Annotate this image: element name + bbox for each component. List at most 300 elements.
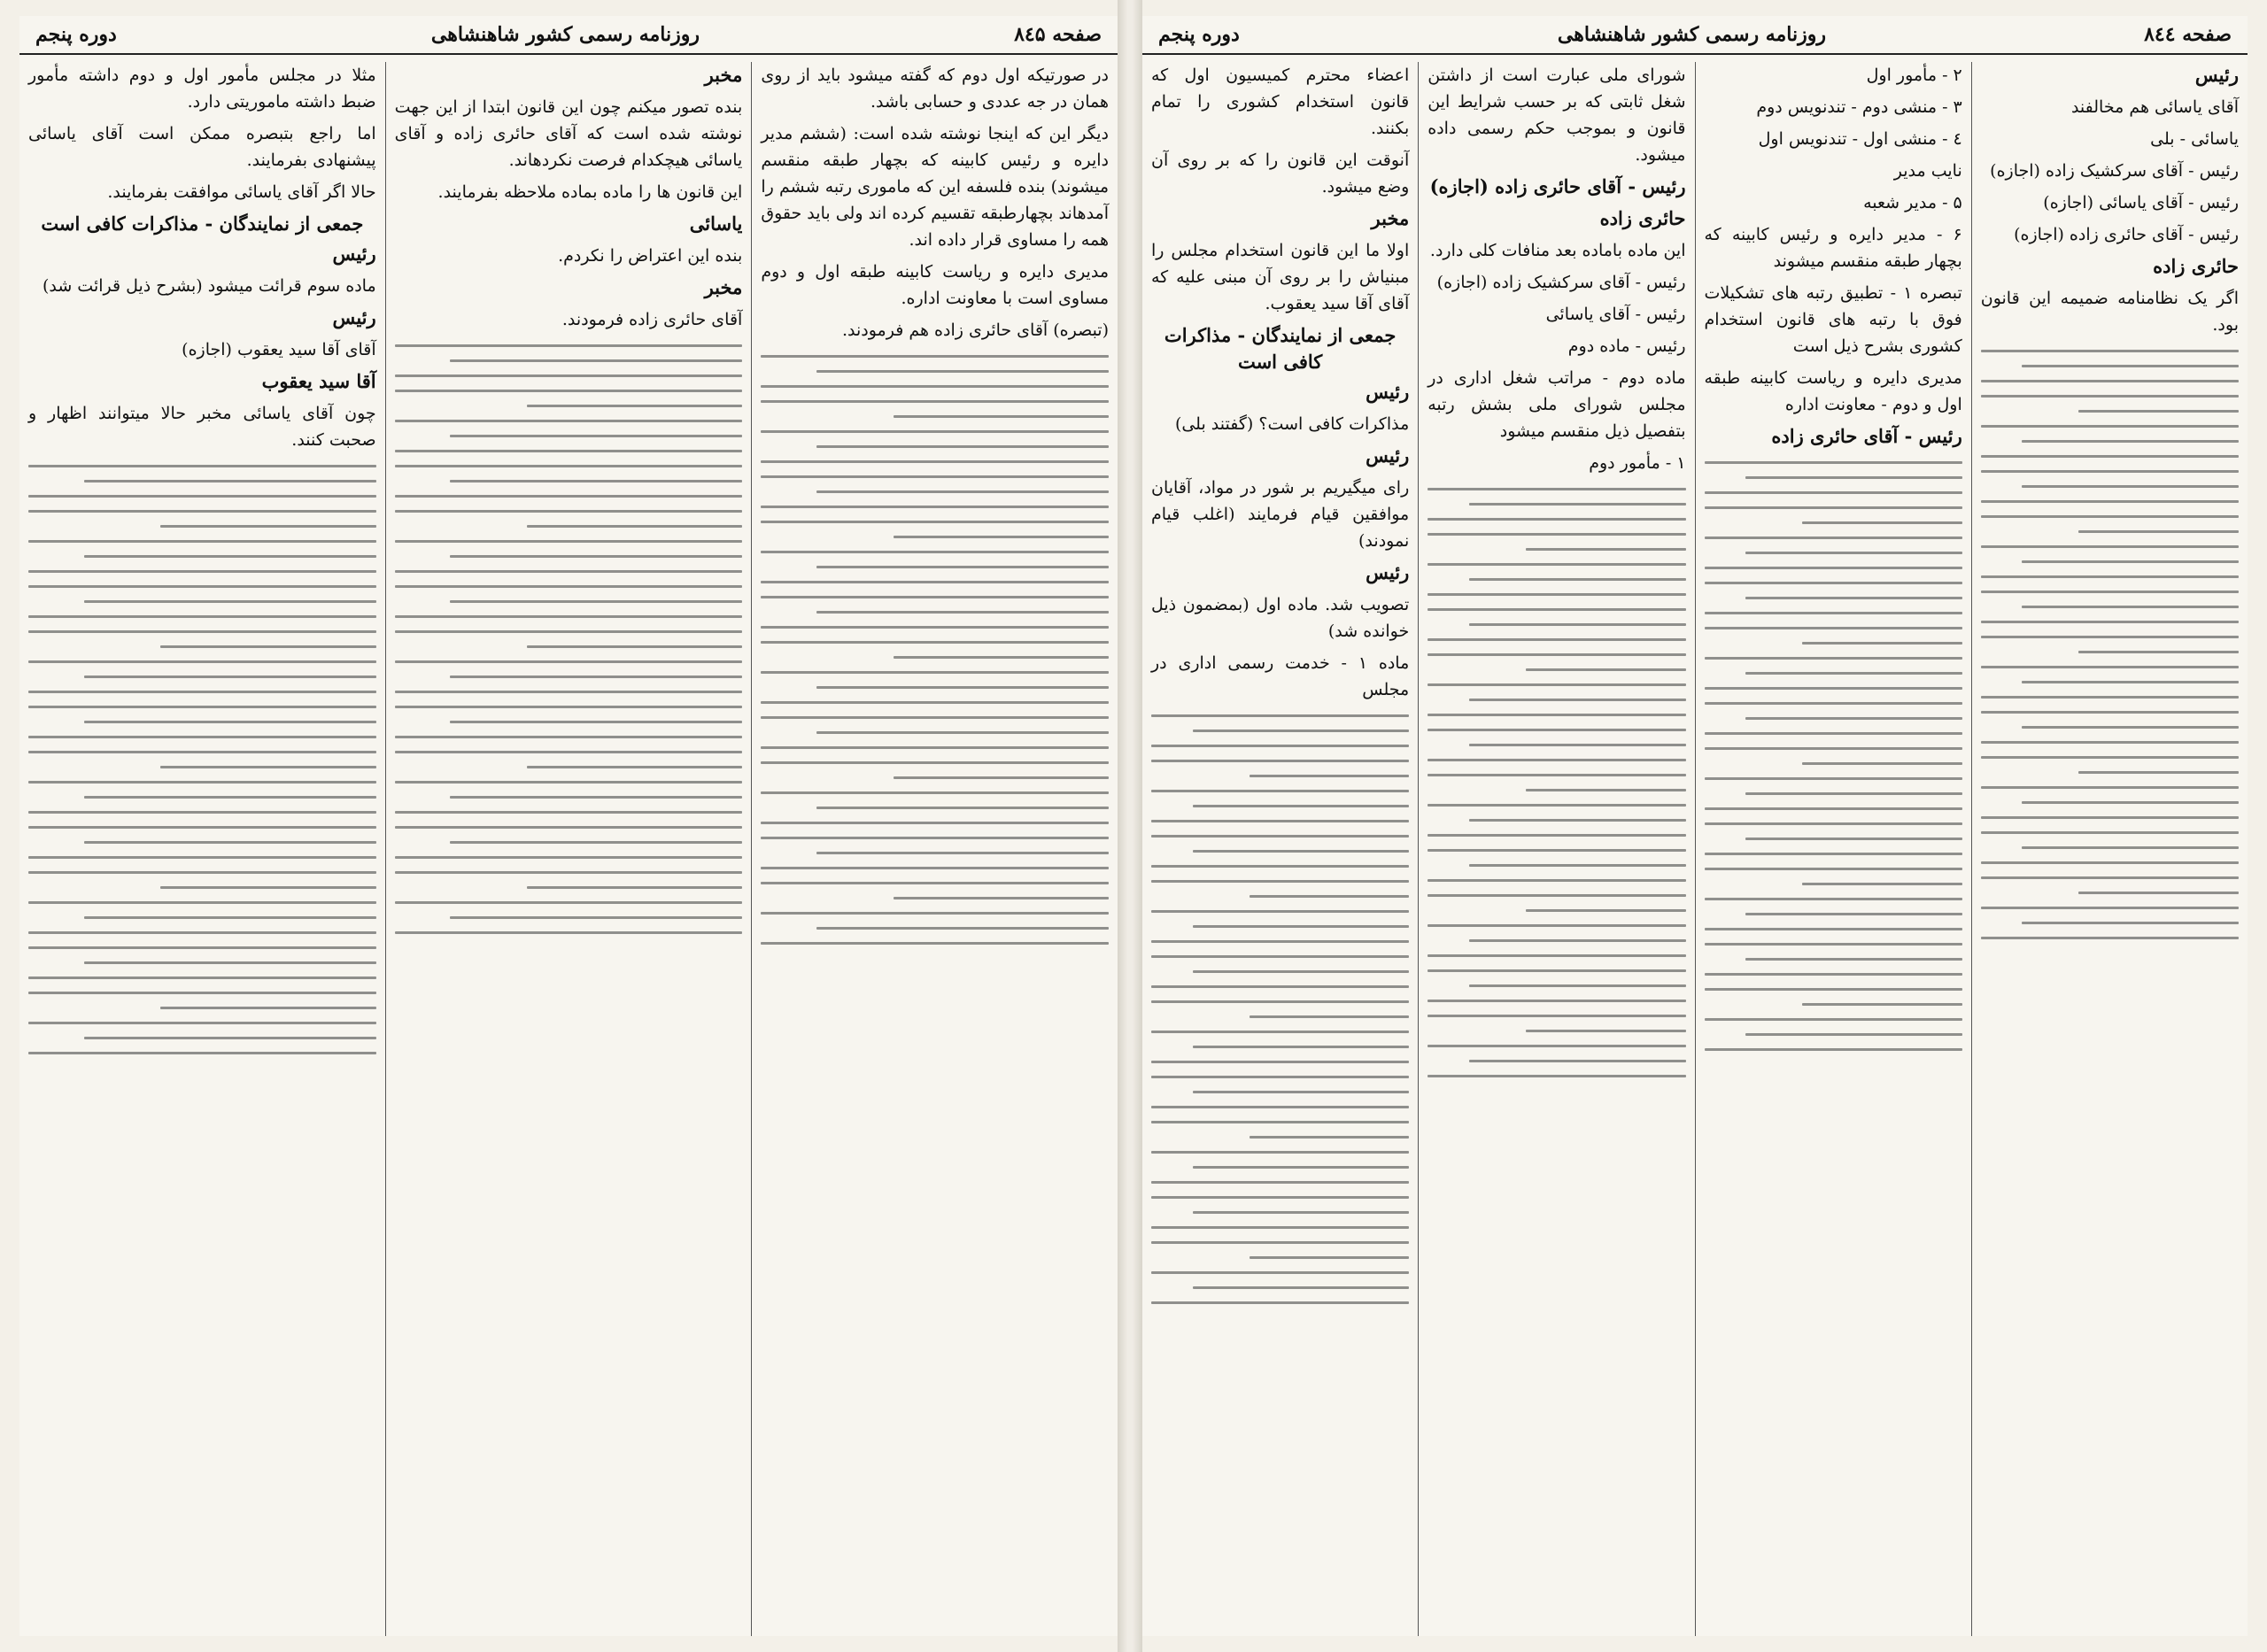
- text-line-placeholder: [450, 359, 742, 362]
- speaker-name: رئیس: [1366, 444, 1410, 467]
- small-print-filler: [1428, 488, 1685, 1077]
- text-line-placeholder: [450, 555, 742, 558]
- text-line-placeholder: [1428, 488, 1685, 490]
- text-line-placeholder: [1469, 578, 1686, 581]
- paragraph: ماده ۱ - خدمت رسمی اداری در مجلس: [1151, 653, 1410, 699]
- text-line-placeholder: [450, 480, 742, 482]
- text-line-placeholder: [450, 721, 742, 723]
- text-line-placeholder: [28, 570, 376, 573]
- text-line-placeholder: [1193, 1091, 1410, 1093]
- text-line-placeholder: [1428, 638, 1685, 641]
- text-line-placeholder: [28, 495, 376, 498]
- text-line-placeholder: [1745, 838, 1962, 840]
- text-line-placeholder: [395, 420, 743, 422]
- text-line-placeholder: [28, 977, 376, 979]
- text-line-placeholder: [816, 490, 1109, 493]
- text-line-placeholder: [395, 540, 743, 543]
- paragraph: این ماده باماده بعد منافات کلی دارد.: [1429, 241, 1686, 260]
- column: [751, 62, 1118, 1636]
- text-line-placeholder: [894, 776, 1109, 779]
- text-line-placeholder: [761, 581, 1109, 583]
- text-line-placeholder: [1193, 1211, 1410, 1214]
- text-line-placeholder: [395, 871, 743, 874]
- text-line-placeholder: [761, 521, 1109, 523]
- text-line-placeholder: [1705, 868, 1962, 870]
- text-line-placeholder: [1469, 984, 1686, 987]
- text-line-placeholder: [450, 841, 742, 844]
- text-line-placeholder: [395, 510, 743, 513]
- small-print-filler: [395, 344, 743, 934]
- text-line-placeholder: [1705, 461, 1962, 464]
- text-line-placeholder: [395, 706, 743, 708]
- text-line-placeholder: [84, 721, 376, 723]
- text-line-placeholder: [84, 555, 376, 558]
- text-line-placeholder: [1981, 455, 2239, 458]
- text-line-placeholder: [84, 841, 376, 844]
- text-line-placeholder: [1526, 548, 1686, 551]
- paragraph: در صورتیکه اول دوم که گفته میشود باید از روی همان در جه عددی و حسابی باشد.: [761, 66, 1109, 112]
- text-line-placeholder: [761, 506, 1109, 508]
- speaker-name: رئیس - آقای حائری زاده: [1771, 425, 1962, 447]
- text-line-placeholder: [1428, 563, 1685, 566]
- paragraph: اعضاء محترم کمیسیون اول که قانون استخدام کشوری را تمام بکنند.: [1151, 66, 1410, 138]
- text-line-placeholder: [1469, 623, 1686, 626]
- text-line-placeholder: [1981, 937, 2239, 939]
- text-line-placeholder: [28, 1022, 376, 1024]
- small-print-filler: [1705, 461, 1962, 1051]
- text-line-placeholder: [761, 761, 1109, 764]
- text-line-placeholder: [527, 766, 742, 768]
- text-line-placeholder: [1705, 777, 1962, 780]
- text-line-placeholder: [1981, 907, 2239, 909]
- text-line-placeholder: [527, 886, 742, 889]
- text-line-placeholder: [1151, 760, 1409, 762]
- text-line-placeholder: [28, 615, 376, 618]
- text-line-placeholder: [761, 791, 1109, 794]
- text-columns: [1142, 62, 2248, 1636]
- text-line-placeholder: [28, 630, 376, 633]
- header-edition: دوره پنجم: [1158, 23, 1240, 46]
- text-line-placeholder: [1981, 756, 2239, 759]
- text-line-placeholder: [1705, 807, 1962, 810]
- small-print-filler: [1981, 350, 2239, 939]
- text-line-placeholder: [761, 822, 1109, 824]
- text-line-placeholder: [1428, 804, 1685, 807]
- text-line-placeholder: [2078, 410, 2239, 413]
- text-line-placeholder: [1981, 786, 2239, 789]
- text-line-placeholder: [1981, 425, 2239, 428]
- text-line-placeholder: [395, 931, 743, 934]
- text-line-placeholder: [160, 645, 375, 648]
- text-line-placeholder: [1428, 593, 1685, 596]
- text-line-placeholder: [816, 566, 1109, 568]
- text-line-placeholder: [395, 630, 743, 633]
- text-line-placeholder: [527, 645, 742, 648]
- text-line-placeholder: [2022, 801, 2239, 804]
- speaker-name: رئیس: [332, 243, 376, 265]
- paragraph: این قانون ها را ماده بماده ملاحظه بفرمایند.: [437, 182, 743, 202]
- text-line-placeholder: [894, 536, 1109, 538]
- text-line-placeholder: [2078, 530, 2239, 533]
- text-line-placeholder: [1705, 612, 1962, 614]
- text-line-placeholder: [1745, 597, 1962, 599]
- text-line-placeholder: [1981, 741, 2239, 744]
- newspaper-page-845: [19, 16, 1118, 1636]
- text-line-placeholder: [1428, 924, 1685, 927]
- text-line-placeholder: [1981, 470, 2239, 473]
- text-line-placeholder: [1745, 1033, 1962, 1036]
- text-line-placeholder: [1705, 687, 1962, 690]
- text-line-placeholder: [1428, 1045, 1685, 1047]
- text-line-placeholder: [1428, 879, 1685, 882]
- paragraph: نایب مدیر: [1893, 161, 1962, 181]
- text-line-placeholder: [1151, 714, 1409, 717]
- text-line-placeholder: [450, 916, 742, 919]
- section-heading: جمعی از نمایندگان - مذاکرات کافی است: [41, 212, 364, 235]
- text-line-placeholder: [1745, 476, 1962, 479]
- speaker-name: رئیس: [1366, 561, 1410, 583]
- paragraph: رئیس - آقای یاسائی (اجازه): [2043, 193, 2239, 212]
- text-line-placeholder: [1151, 1121, 1409, 1123]
- text-line-placeholder: [450, 435, 742, 437]
- text-line-placeholder: [761, 837, 1109, 839]
- text-line-placeholder: [395, 901, 743, 904]
- paragraph: (تبصره) آقای حائری زاده هم فرمودند.: [841, 320, 1109, 340]
- text-line-placeholder: [1428, 729, 1685, 731]
- text-line-placeholder: [28, 826, 376, 829]
- header-title: روزنامه رسمی کشور شاهنشاهی: [430, 23, 700, 46]
- text-line-placeholder: [816, 445, 1109, 448]
- small-print-filler: [761, 355, 1109, 945]
- text-line-placeholder: [1151, 910, 1409, 913]
- paragraph: شورای ملی عبارت است از داشتن شغل ثابتی که بر حسب شرایط این قانون و بموجب حکم رسمی داده میشود.: [1428, 66, 1686, 165]
- text-line-placeholder: [395, 660, 743, 663]
- text-line-placeholder: [28, 510, 376, 513]
- paragraph: رئیس - آقای سرکشیک زاده (اجازه): [1436, 273, 1686, 292]
- text-line-placeholder: [816, 852, 1109, 854]
- text-line-placeholder: [1705, 506, 1962, 509]
- text-line-placeholder: [1428, 653, 1685, 656]
- column: [385, 62, 752, 1636]
- text-line-placeholder: [761, 400, 1109, 403]
- text-line-placeholder: [761, 385, 1109, 388]
- text-line-placeholder: [761, 942, 1109, 945]
- text-line-placeholder: [1705, 1018, 1962, 1021]
- speaker-name: مخبر: [1371, 207, 1410, 229]
- text-line-placeholder: [1193, 730, 1410, 732]
- text-line-placeholder: [761, 551, 1109, 553]
- text-line-placeholder: [395, 570, 743, 573]
- text-line-placeholder: [395, 374, 743, 377]
- text-line-placeholder: [1705, 491, 1962, 494]
- text-line-placeholder: [160, 766, 375, 768]
- text-line-placeholder: [84, 961, 376, 964]
- text-line-placeholder: [1193, 1286, 1410, 1289]
- text-line-placeholder: [160, 525, 375, 528]
- paragraph: مدیری دایره و ریاست کابینه طبقه اول و دوم مساوی است با معاونت اداره.: [761, 262, 1109, 308]
- text-line-placeholder: [1526, 789, 1686, 791]
- text-line-placeholder: [1705, 567, 1962, 569]
- speaker-name: یاسائی: [689, 212, 743, 235]
- speaker-name: رئیس: [2194, 64, 2239, 86]
- text-line-placeholder: [1981, 831, 2239, 834]
- text-line-placeholder: [761, 626, 1109, 629]
- text-line-placeholder: [1705, 537, 1962, 539]
- text-line-placeholder: [395, 585, 743, 588]
- newspaper-page-844: [1142, 16, 2248, 1636]
- paragraph: ۶ - مدیر دایره و رئیس کابینه که بچهار طبقه منقسم میشوند: [1704, 225, 1962, 271]
- text-line-placeholder: [1802, 883, 1962, 885]
- text-line-placeholder: [395, 691, 743, 693]
- text-line-placeholder: [1151, 1061, 1409, 1063]
- speaker-name: رئیس - آقای حائری زاده (اجازه): [1429, 175, 1686, 197]
- text-line-placeholder: [1981, 545, 2239, 548]
- text-line-placeholder: [1981, 636, 2239, 638]
- text-line-placeholder: [2022, 681, 2239, 683]
- text-line-placeholder: [1981, 876, 2239, 879]
- text-line-placeholder: [761, 746, 1109, 749]
- text-line-placeholder: [1193, 970, 1410, 973]
- text-line-placeholder: [28, 901, 376, 904]
- text-line-placeholder: [1151, 1000, 1409, 1003]
- text-line-placeholder: [395, 344, 743, 347]
- text-line-placeholder: [1705, 822, 1962, 825]
- text-line-placeholder: [160, 1007, 375, 1009]
- text-line-placeholder: [1745, 717, 1962, 720]
- header-title: روزنامه رسمی کشور شاهنشاهی: [1557, 23, 1827, 46]
- text-columns: [19, 62, 1118, 1636]
- text-line-placeholder: [1151, 835, 1409, 838]
- paragraph: آقای آقا سید یعقوب (اجازه): [182, 340, 376, 359]
- text-line-placeholder: [1151, 1106, 1409, 1108]
- text-line-placeholder: [1151, 1181, 1409, 1184]
- text-line-placeholder: [761, 912, 1109, 915]
- paragraph: رئیس - ماده دوم: [1567, 336, 1686, 356]
- paragraph: رئیس - آقای حائری زاده (اجازه): [2014, 225, 2239, 244]
- column: [1142, 62, 1418, 1636]
- text-line-placeholder: [761, 867, 1109, 869]
- paragraph: مثلا در مجلس مأمور اول و دوم داشته مأمور ضبط داشته ماموریتی دارد.: [27, 66, 376, 112]
- text-line-placeholder: [1193, 1166, 1410, 1169]
- text-line-placeholder: [1428, 533, 1685, 536]
- text-line-placeholder: [2078, 771, 2239, 774]
- text-line-placeholder: [84, 675, 376, 678]
- text-line-placeholder: [1469, 1060, 1686, 1062]
- text-line-placeholder: [1705, 928, 1962, 930]
- column: [1695, 62, 1971, 1636]
- text-line-placeholder: [1981, 666, 2239, 668]
- text-line-placeholder: [395, 465, 743, 467]
- text-line-placeholder: [395, 390, 743, 392]
- text-line-placeholder: [1705, 898, 1962, 900]
- text-line-placeholder: [1250, 1015, 1410, 1018]
- text-line-placeholder: [1469, 819, 1686, 822]
- text-line-placeholder: [1151, 985, 1409, 988]
- text-line-placeholder: [2022, 440, 2239, 443]
- text-line-placeholder: [1981, 350, 2239, 352]
- text-line-placeholder: [1193, 850, 1410, 853]
- text-line-placeholder: [816, 611, 1109, 614]
- paragraph: ماده دوم - مراتب شغل اداری در مجلس شورای ملی بشش رتبه بتفصیل ذیل منقسم میشود: [1428, 368, 1686, 441]
- column: [1971, 62, 2248, 1636]
- text-line-placeholder: [28, 931, 376, 934]
- text-line-placeholder: [1981, 395, 2239, 398]
- small-print-filler: [1151, 714, 1409, 1304]
- text-line-placeholder: [816, 807, 1109, 809]
- text-line-placeholder: [2022, 922, 2239, 924]
- text-line-placeholder: [1428, 849, 1685, 852]
- paragraph: آقای حائری زاده فرمودند.: [561, 310, 743, 329]
- text-line-placeholder: [28, 751, 376, 753]
- text-line-placeholder: [1526, 668, 1686, 671]
- text-line-placeholder: [1151, 1271, 1409, 1274]
- text-line-placeholder: [761, 882, 1109, 884]
- text-line-placeholder: [28, 736, 376, 738]
- text-line-placeholder: [1469, 699, 1686, 701]
- column: [19, 62, 385, 1636]
- text-line-placeholder: [1705, 732, 1962, 735]
- text-line-placeholder: [1981, 861, 2239, 864]
- text-line-placeholder: [1705, 627, 1962, 629]
- text-line-placeholder: [1151, 1196, 1409, 1199]
- text-line-placeholder: [1250, 1136, 1410, 1139]
- text-line-placeholder: [761, 641, 1109, 644]
- text-line-placeholder: [1250, 895, 1410, 898]
- text-line-placeholder: [527, 525, 742, 528]
- paragraph: مذاکرات کافی است؟ (گفتند بلی): [1174, 414, 1410, 434]
- paragraph: حالا اگر آقای یاسائی موافقت بفرمایند.: [107, 182, 376, 202]
- speaker-name: رئیس: [1366, 381, 1410, 403]
- paragraph: ماده سوم قرائت میشود (بشرح ذیل قرائت شد): [42, 276, 376, 296]
- speaker-name: حائری زاده: [1599, 207, 1686, 229]
- text-line-placeholder: [450, 600, 742, 603]
- text-line-placeholder: [1705, 1048, 1962, 1051]
- text-line-placeholder: [1428, 1000, 1685, 1002]
- text-line-placeholder: [1151, 880, 1409, 883]
- header-edition: دوره پنجم: [35, 23, 117, 46]
- text-line-placeholder: [2022, 485, 2239, 488]
- paragraph: بنده تصور میکنم چون این قانون ابتدا از این جهت نوشته شده است که آقای حائری زاده و آقای یاسائی هیچکدام فرصت نکردهاند.: [394, 97, 743, 170]
- text-line-placeholder: [84, 796, 376, 799]
- text-line-placeholder: [1151, 790, 1409, 792]
- text-line-placeholder: [1981, 621, 2239, 623]
- text-line-placeholder: [1428, 894, 1685, 897]
- text-line-placeholder: [1526, 909, 1686, 912]
- text-line-placeholder: [1193, 805, 1410, 807]
- column: [1418, 62, 1694, 1636]
- text-line-placeholder: [395, 450, 743, 452]
- speaker-name: آقا سید یعقوب: [261, 370, 376, 392]
- text-line-placeholder: [160, 886, 375, 889]
- header-page-number: صفحه ۸٤۵: [1014, 23, 1102, 46]
- text-line-placeholder: [1151, 1076, 1409, 1078]
- text-line-placeholder: [761, 671, 1109, 674]
- text-line-placeholder: [1705, 702, 1962, 705]
- text-line-placeholder: [84, 916, 376, 919]
- text-line-placeholder: [2022, 560, 2239, 563]
- text-line-placeholder: [2022, 365, 2239, 367]
- paragraph: بنده این اعتراض را نکردم.: [558, 246, 743, 266]
- text-line-placeholder: [1151, 1031, 1409, 1033]
- text-line-placeholder: [28, 871, 376, 874]
- text-line-placeholder: [1428, 954, 1685, 957]
- text-line-placeholder: [28, 992, 376, 994]
- text-line-placeholder: [2022, 726, 2239, 729]
- paragraph: دیگر این که اینجا نوشته شده است: (ششم مدیر دایره و رئیس کابینه که بچهار طبقه منقسم میشوند) بنده فلسفه این که ماموری رتبه ششم را آمدهاند بچهارطبقه تقسیم کرده اند ولی باید حقوق همه را مساوی قرار داده اند.: [761, 124, 1109, 250]
- paragraph: ۱ - مأمور دوم: [1589, 453, 1686, 473]
- text-line-placeholder: [1151, 1301, 1409, 1304]
- text-line-placeholder: [1705, 943, 1962, 946]
- text-line-placeholder: [395, 615, 743, 618]
- small-print-filler: [28, 465, 376, 1054]
- paragraph: اولا ما این قانون استخدام مجلس را مبنیاش را بر روی آن مبنی علیه که آقای آقا سید یعقوب.: [1151, 241, 1410, 313]
- text-line-placeholder: [1428, 1075, 1685, 1077]
- page-gutter: [1118, 0, 1142, 1652]
- paragraph: آقای یاسائی هم مخالفند: [2070, 97, 2239, 117]
- text-line-placeholder: [450, 675, 742, 678]
- text-line-placeholder: [1469, 503, 1686, 506]
- text-line-placeholder: [816, 370, 1109, 373]
- text-line-placeholder: [2078, 651, 2239, 653]
- text-line-placeholder: [1151, 820, 1409, 822]
- text-line-placeholder: [1745, 672, 1962, 675]
- text-line-placeholder: [1151, 1151, 1409, 1154]
- text-line-placeholder: [1802, 642, 1962, 645]
- text-line-placeholder: [761, 430, 1109, 433]
- paragraph: اگر یک نظامنامه ضمیمه این قانون بود.: [1980, 289, 2239, 335]
- text-line-placeholder: [1151, 1226, 1409, 1229]
- text-line-placeholder: [28, 465, 376, 467]
- speaker-name: مخبر: [704, 276, 743, 298]
- text-line-placeholder: [894, 415, 1109, 418]
- paragraph: رای میگیریم بر شور در مواد، آقایان موافقین قیام فرمایند (اغلب قیام نمودند): [1151, 478, 1410, 551]
- paragraph: رئیس - آقای یاسائی: [1545, 305, 1686, 324]
- text-line-placeholder: [28, 781, 376, 784]
- text-line-placeholder: [1428, 834, 1685, 837]
- text-line-placeholder: [2022, 846, 2239, 849]
- text-line-placeholder: [1705, 973, 1962, 976]
- text-line-placeholder: [1469, 939, 1686, 942]
- text-line-placeholder: [1981, 500, 2239, 503]
- speaker-name: حائری زاده: [2153, 255, 2239, 277]
- text-line-placeholder: [1428, 1015, 1685, 1017]
- text-line-placeholder: [1428, 714, 1685, 716]
- text-line-placeholder: [1705, 582, 1962, 584]
- text-line-placeholder: [84, 1037, 376, 1039]
- header-page-number: صفحه ۸٤٤: [2144, 23, 2232, 46]
- text-line-placeholder: [761, 701, 1109, 704]
- text-line-placeholder: [894, 897, 1109, 899]
- text-line-placeholder: [450, 796, 742, 799]
- speaker-name: رئیس: [332, 306, 376, 328]
- text-line-placeholder: [1151, 865, 1409, 868]
- text-line-placeholder: [28, 946, 376, 949]
- text-line-placeholder: [761, 355, 1109, 358]
- text-line-placeholder: [1802, 521, 1962, 524]
- text-line-placeholder: [1250, 1256, 1410, 1259]
- text-line-placeholder: [816, 731, 1109, 734]
- paragraph: تصویب شد. ماده اول (بمضمون ذیل خوانده شد): [1151, 595, 1410, 641]
- text-line-placeholder: [1981, 711, 2239, 714]
- text-line-placeholder: [1981, 591, 2239, 593]
- text-line-placeholder: [1745, 913, 1962, 915]
- text-line-placeholder: [1469, 864, 1686, 867]
- text-line-placeholder: [1469, 744, 1686, 746]
- text-line-placeholder: [1745, 552, 1962, 554]
- paragraph: ۲ - مأمور اول: [1866, 66, 1962, 85]
- text-line-placeholder: [1981, 575, 2239, 578]
- speaker-name: مخبر: [704, 64, 743, 86]
